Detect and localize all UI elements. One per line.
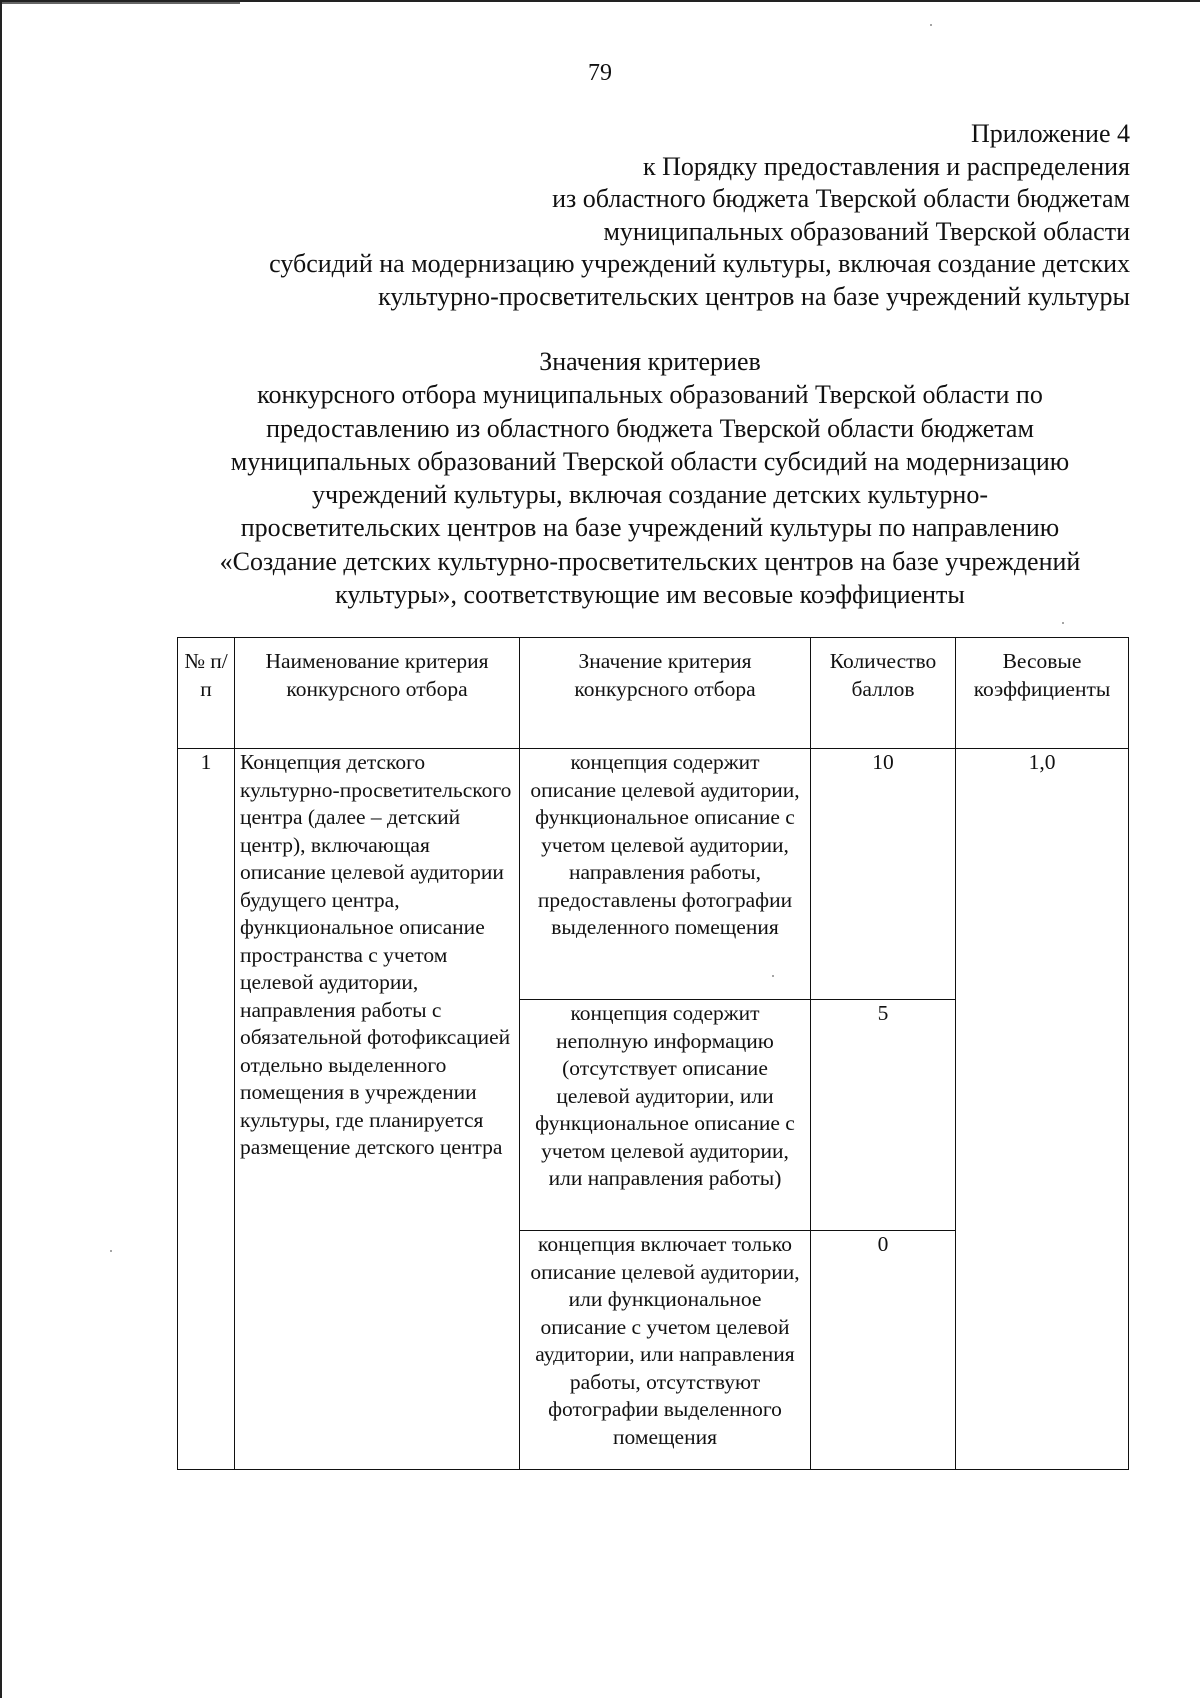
appendix-line: муниципальных образований Тверской области <box>603 216 1130 246</box>
title-line: конкурсного отбора муниципальных образований Тверской области по <box>257 380 1043 410</box>
title-line: предоставлению из областного бюджета Тверской области бюджетам <box>266 413 1034 443</box>
appendix-line: культурно-просветительских центров на базе учреждений культуры <box>378 281 1130 311</box>
title-line: «Создание детских культурно-просветительских центров на базе учреждений <box>219 546 1081 576</box>
criteria-table <box>177 637 1129 1470</box>
scan-speck <box>1062 622 1064 624</box>
header-number: № п/п <box>178 638 235 749</box>
row-number: 1 <box>178 749 235 1470</box>
criterion-name: Концепция детского культурно-просветительского центра (далее – детский центр), включающая описание целевой аудитории будущего центра, функциональное описание пространства с учетом целевой аудитории, направления работы с обязательной фотофиксацией отдельно выделенного помещения в учреждении культуры, где планируется размещение детского центра <box>235 749 520 1470</box>
scan-speck <box>772 975 774 977</box>
criterion-score: 5 <box>811 1000 956 1231</box>
appendix-line: из областного бюджета Тверской области бюджетам <box>552 184 1130 213</box>
page-number: 79 <box>588 60 612 86</box>
appendix-line: к Порядку предоставления и распределения <box>642 151 1130 181</box>
table-header-row <box>178 638 1129 749</box>
scan-speck <box>930 24 932 26</box>
criterion-score: 0 <box>811 1231 956 1470</box>
scan-speck <box>110 1250 112 1252</box>
table-row <box>178 749 1129 1000</box>
header-criterion-value: Значение критерия конкурсного отбора <box>520 638 811 749</box>
appendix-line: Приложение 4 <box>970 119 1130 148</box>
title-line: культуры», соответствующие им весовые коэффициенты <box>335 580 965 610</box>
title-line: учреждений культуры, включая создание детских культурно- <box>312 480 988 510</box>
header-score: Количество баллов <box>811 638 956 749</box>
appendix-header <box>130 118 1130 313</box>
criterion-score: 10 <box>811 749 956 1000</box>
appendix-line: субсидий на модернизацию учреждений культуры, включая создание детских <box>269 249 1130 278</box>
criterion-value: концепция содержит описание целевой аудитории, функциональное описание с учетом целевой аудитории, направления работы, предоставлены фотографии выделенного помещения <box>520 749 811 1000</box>
title-line: просветительских центров на базе учреждений культуры по направлению <box>240 513 1060 543</box>
title-line: Значения критериев <box>539 347 761 376</box>
criterion-value: концепция содержит неполную информацию (отсутствует описание целевой аудитории, или функциональное описание с учетом целевой аудитории, или направления работы) <box>520 1000 811 1231</box>
header-weight: Весовые коэффициенты <box>956 638 1129 749</box>
title-line: муниципальных образований Тверской области субсидий на модернизацию <box>230 446 1070 476</box>
criterion-value: концепция включает только описание целевой аудитории, или функциональное описание с учетом целевой аудитории, или направления работы, отсутствуют фотографии выделенного помещения <box>520 1231 811 1470</box>
document-title <box>150 345 1150 611</box>
header-criterion-name: Наименование критерия конкурсного отбора <box>235 638 520 749</box>
weight-coefficient: 1,0 <box>956 749 1129 1470</box>
